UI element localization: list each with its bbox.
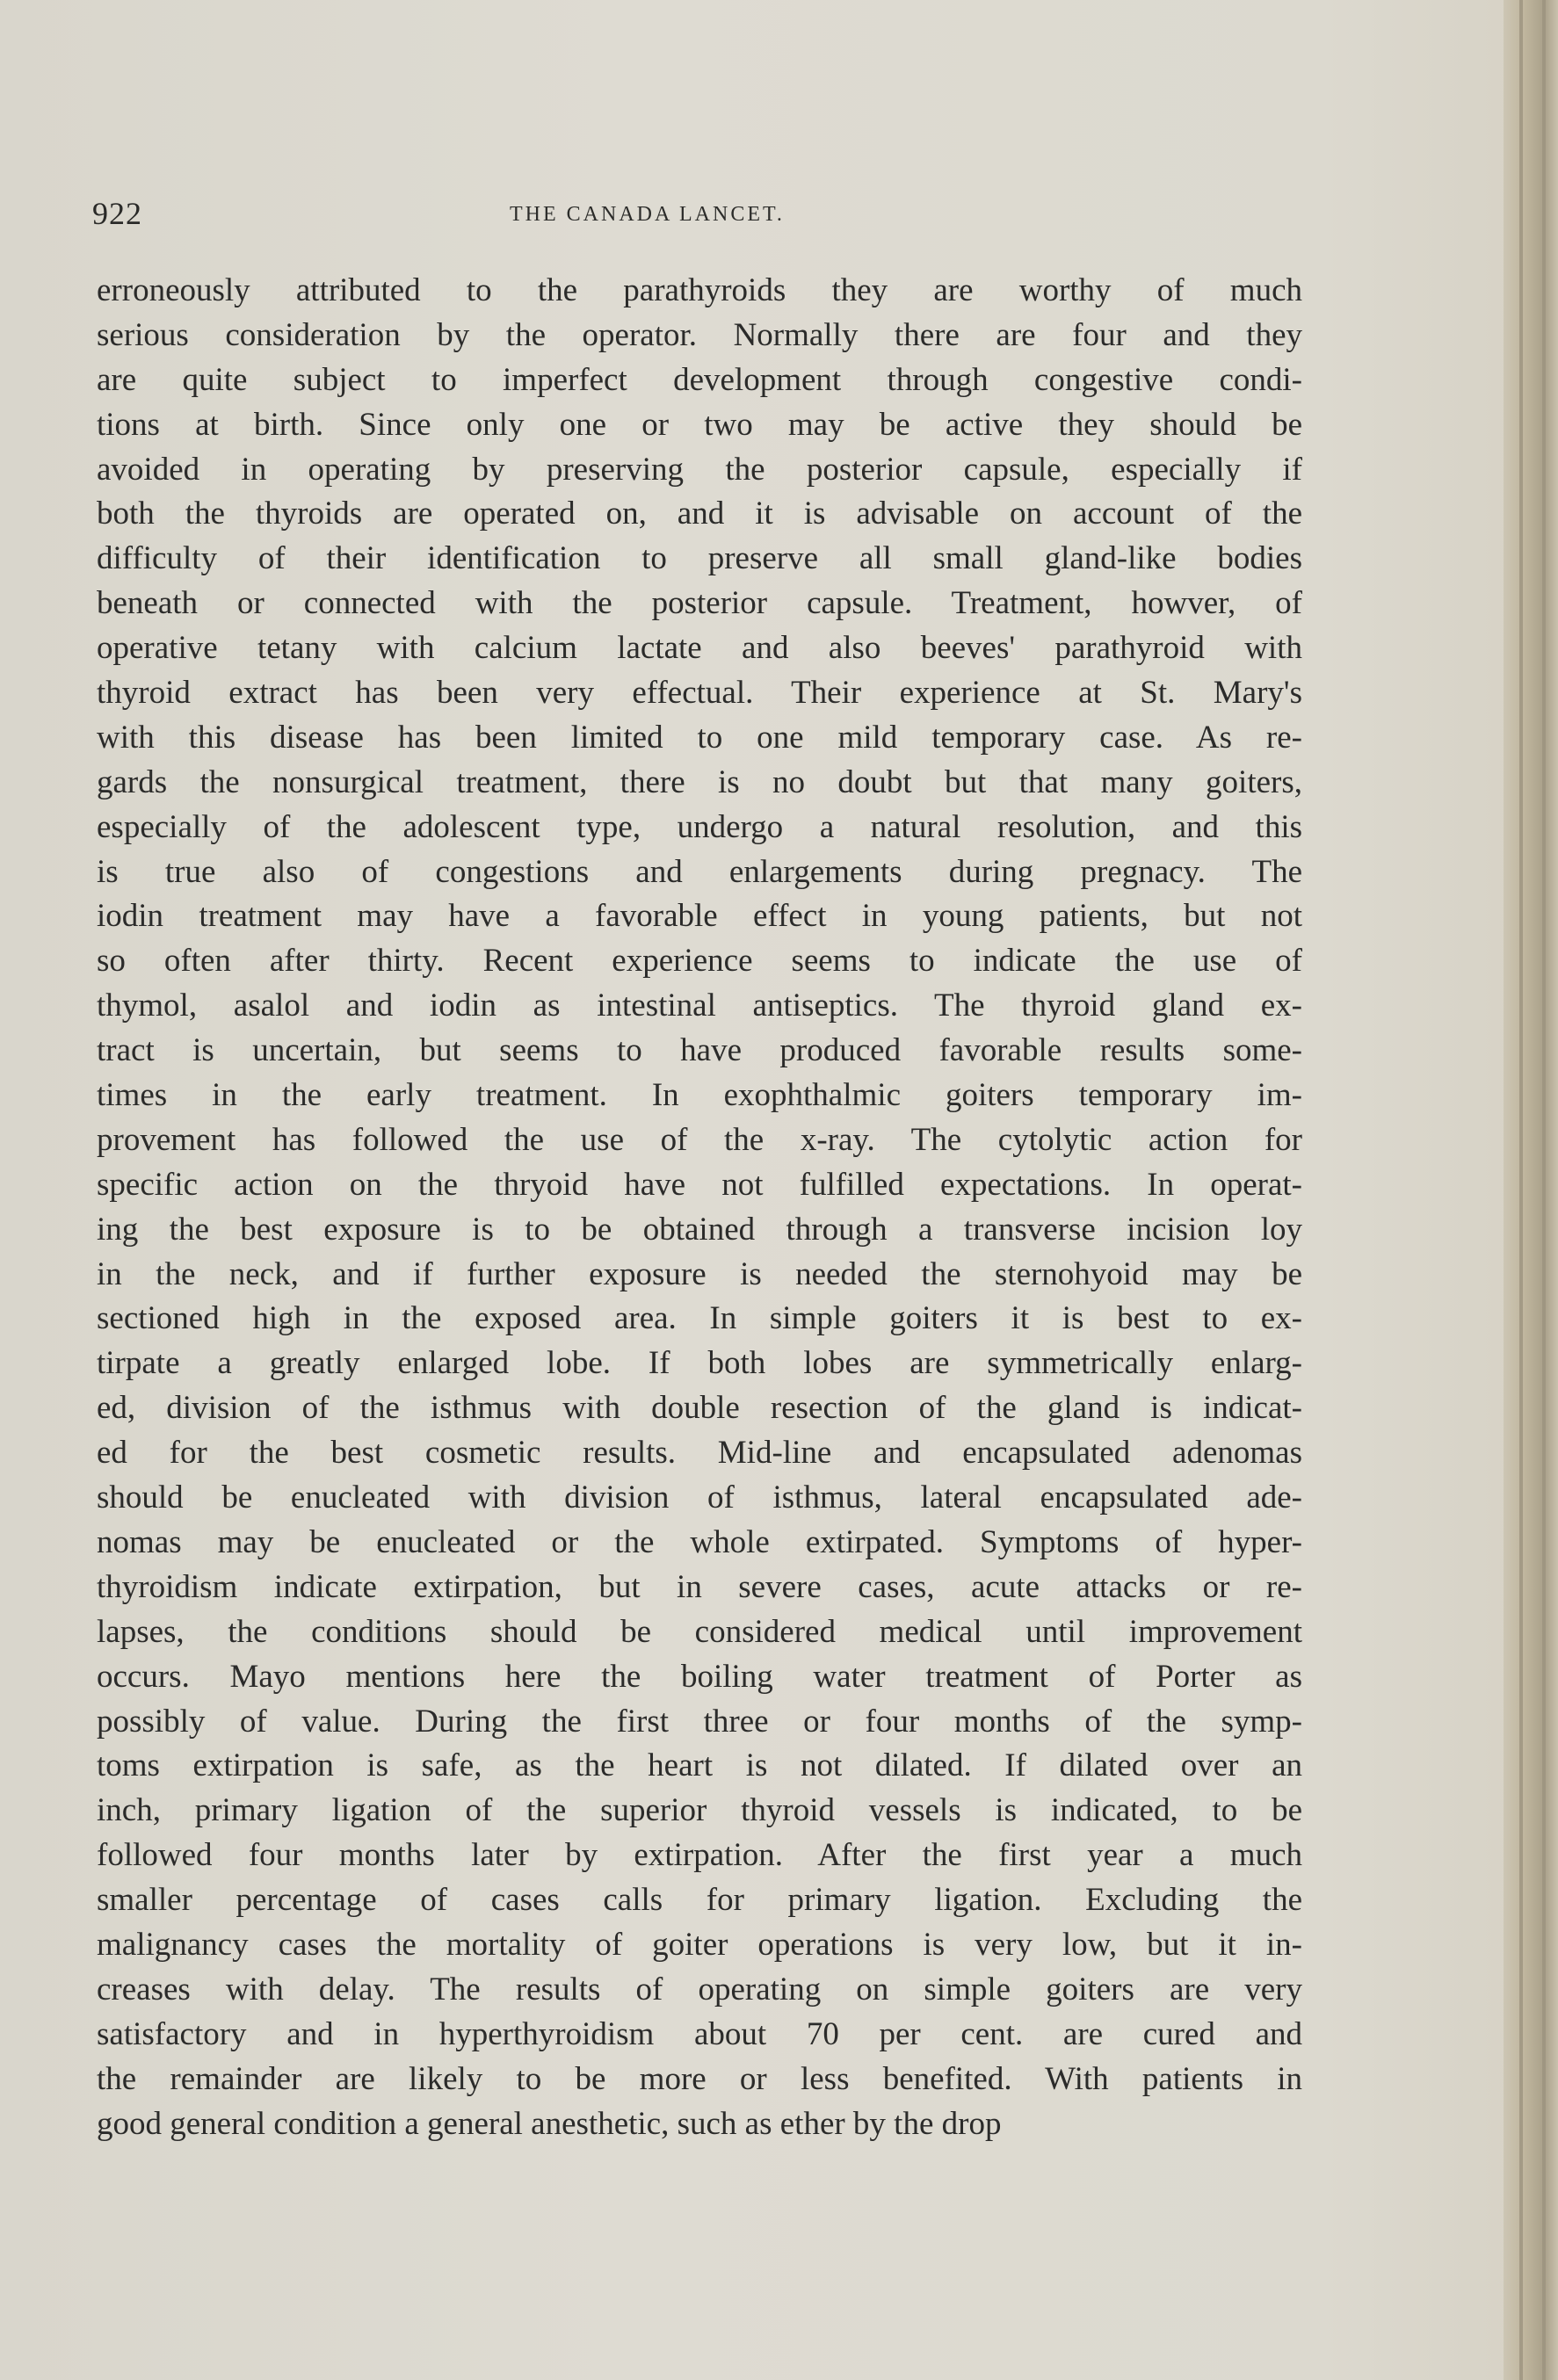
text-line: difficulty of their identification to preserve all small gland-like bodies (97, 540, 1302, 577)
text-line: are quite subject to imperfect development through congestive condi- (97, 361, 1302, 398)
text-line: erroneously attributed to the parathyroids they are worthy of much (97, 272, 1302, 308)
text-line: ing the best exposure is to be obtained through a transverse incision loy (97, 1211, 1302, 1248)
text-line: so often after thirty. Recent experience seems to indicate the use of (97, 943, 1302, 980)
text-line: gards the nonsurgical treatment, there is no doubt but that many goiters, (97, 763, 1302, 800)
text-line: smaller percentage of cases calls for primary ligation. Excluding the (97, 1882, 1302, 1919)
text-line: with this disease has been limited to one mild temporary case. As re- (97, 719, 1302, 756)
body-text (97, 269, 1302, 2146)
text-line: avoided in operating by preserving the posterior capsule, especially if (97, 451, 1302, 488)
text-line: should be enucleated with division of isthmus, lateral encapsulated ade- (97, 1479, 1302, 1516)
text-line: provement has followed the use of the x-ray. The cytolytic action for (97, 1121, 1302, 1158)
text-line: times in the early treatment. In exophthalmic goiters temporary im- (97, 1077, 1302, 1114)
text-line: toms extirpation is safe, as the heart is not dilated. If dilated over an (97, 1747, 1302, 1784)
text-line: ed for the best cosmetic results. Mid-line and encapsulated adenomas (97, 1435, 1302, 1472)
text-line: both the thyroids are operated on, and it is advisable on account of the (97, 496, 1302, 532)
text-line: the remainder are likely to be more or less benefited. With patients in (97, 2060, 1302, 2097)
text-line: followed four months later by extirpation. After the first year a much (97, 1837, 1302, 1874)
text-line: ed, division of the isthmus with double resection of the gland is indicat- (97, 1390, 1302, 1427)
text-line: satisfactory and in hyperthyroidism about 70 per cent. are cured and (97, 2015, 1302, 2052)
text-line: in the neck, and if further exposure is needed the sternohyoid may be (97, 1255, 1302, 1292)
text-line: especially of the adolescent type, undergo a natural resolution, and this (97, 808, 1302, 845)
text-line: iodin treatment may have a favorable effect in young patients, but not (97, 898, 1302, 935)
text-line: operative tetany with calcium lactate and also beeves' parathyroid with (97, 630, 1302, 667)
text-line: sectioned high in the exposed area. In simple goiters it is best to ex- (97, 1300, 1302, 1337)
gutter-line (1542, 0, 1546, 2380)
text-line: tract is uncertain, but seems to have produced favorable results some- (97, 1032, 1302, 1069)
text-line: thyroid extract has been very effectual. Their experience at St. Mary's (97, 675, 1302, 712)
text-line: lapses, the conditions should be considered medical until improvement (97, 1613, 1302, 1650)
text-line: serious consideration by the operator. Normally there are four and they (97, 316, 1302, 353)
text-line: tions at birth. Since only one or two may be active they should be (97, 406, 1302, 443)
text-line: inch, primary ligation of the superior thyroid vessels is indicated, to be (97, 1792, 1302, 1829)
text-line: good general condition a general anesthetic, such as ether by the drop (97, 2105, 1002, 2142)
text-line: creases with delay. The results of operating on simple goiters are very (97, 1971, 1302, 2007)
running-head: THE CANADA LANCET. (510, 203, 785, 226)
text-line: specific action on the thryoid have not fulfilled expectations. In operat- (97, 1166, 1302, 1203)
text-line: possibly of value. During the first three or four months of the symp- (97, 1703, 1302, 1740)
gutter-line (1519, 0, 1523, 2380)
page-number: 922 (92, 196, 142, 231)
text-line: nomas may be enucleated or the whole extirpated. Symptoms of hyper- (97, 1523, 1302, 1560)
text-line: thyroidism indicate extirpation, but in severe cases, acute attacks or re- (97, 1568, 1302, 1605)
page-header (92, 195, 1305, 239)
text-line: tirpate a greatly enlarged lobe. If both lobes are symmetrically enlarg- (97, 1345, 1302, 1382)
text-line: beneath or connected with the posterior capsule. Treatment, howver, of (97, 585, 1302, 622)
text-line: malignancy cases the mortality of goiter operations is very low, but it in- (97, 1926, 1302, 1963)
text-line: is true also of congestions and enlargements during pregnacy. The (97, 853, 1302, 890)
text-line: occurs. Mayo mentions here the boiling water treatment of Porter as (97, 1658, 1302, 1695)
book-gutter (1504, 0, 1558, 2380)
text-line: thymol, asalol and iodin as intestinal antiseptics. The thyroid gland ex- (97, 987, 1302, 1024)
